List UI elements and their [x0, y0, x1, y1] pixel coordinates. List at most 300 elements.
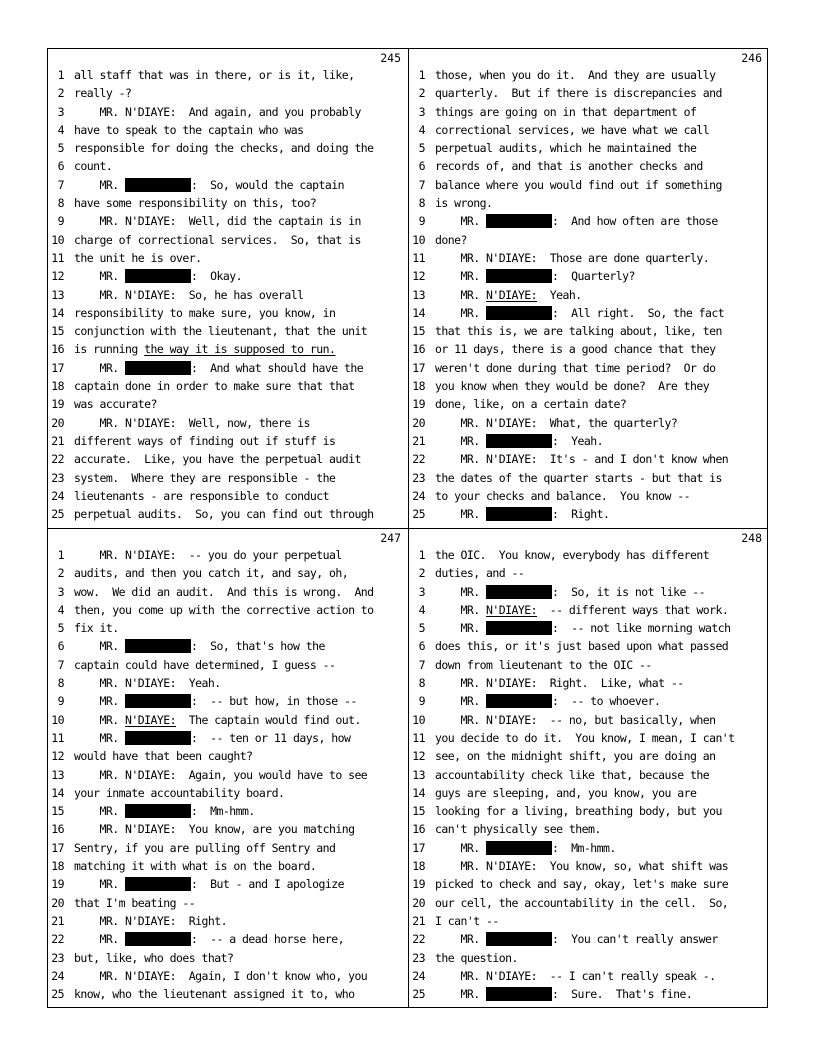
line-number: 7	[57, 177, 64, 192]
line-segment: down from lieutenant to the OIC --	[435, 657, 652, 672]
line-segment: : Quarterly?	[552, 269, 635, 284]
line-number: 19	[412, 877, 425, 892]
line-text	[435, 949, 518, 967]
line-number: 22	[51, 452, 64, 467]
redaction-box	[125, 932, 191, 946]
transcript-line	[410, 784, 768, 802]
redaction-box	[125, 269, 191, 283]
transcript-line	[49, 487, 407, 505]
transcript-line	[410, 747, 768, 765]
transcript-page-248	[410, 530, 768, 1008]
redaction-box	[125, 639, 191, 653]
line-number: 19	[412, 397, 425, 412]
line-segment: does this, or it's just based upon what passed	[435, 639, 729, 654]
line-number: 9	[418, 214, 425, 229]
transcript-line	[49, 505, 407, 523]
transcript-line	[49, 121, 407, 139]
redaction-box	[125, 731, 191, 745]
line-segment: MR. N'DIAYE: Again, I don't know who, you	[74, 968, 368, 983]
line-number: 5	[418, 621, 425, 636]
line-text	[74, 249, 201, 267]
line-number: 10	[51, 712, 64, 727]
line-segment: MR. N'DIAYE: What, the quarterly?	[435, 415, 678, 430]
line-segment: looking for a living, breathing body, but you	[435, 804, 722, 819]
line-number: 25	[412, 987, 425, 1002]
line-number: 1	[57, 548, 64, 562]
transcript-line	[410, 505, 768, 523]
line-segment: : You can't really answer	[552, 932, 718, 947]
line-number: 22	[51, 932, 64, 947]
line-segment: MR.	[435, 269, 486, 284]
transcript-line	[410, 912, 768, 930]
redaction-box	[486, 306, 552, 320]
line-number: 1	[418, 548, 425, 562]
line-text	[74, 601, 374, 619]
line-text	[435, 564, 524, 582]
transcript-page-245	[49, 50, 407, 528]
line-segment: Sentry, if you are pulling off Sentry and	[74, 840, 336, 855]
transcript-line	[410, 286, 768, 304]
redaction-box	[125, 694, 191, 708]
line-segment: our cell, the accountability in the cell. So,	[435, 895, 729, 910]
line-segment: N'DIAYE:	[486, 287, 537, 302]
line-number: 25	[412, 507, 425, 522]
line-number: 4	[418, 602, 425, 617]
page-number: 245	[380, 51, 401, 65]
line-segment: MR.	[435, 602, 486, 617]
line-segment: system. Where they are responsible - the	[74, 470, 336, 485]
redaction-box	[486, 694, 552, 708]
line-text	[74, 395, 157, 413]
line-text	[74, 359, 363, 377]
redaction-box	[486, 507, 552, 521]
transcript-line	[49, 857, 407, 875]
transcript-line	[410, 985, 768, 1003]
line-segment: can't physically see them.	[435, 822, 601, 837]
line-segment: picked to check and say, okay, let's make sure	[435, 877, 729, 892]
line-text	[74, 912, 227, 930]
line-segment: the unit he is over.	[74, 250, 202, 265]
line-segment: MR. N'DIAYE: Well, did the captain is in	[74, 214, 361, 229]
line-text	[435, 912, 499, 930]
line-number: 23	[412, 950, 425, 965]
line-segment: MR. N'DIAYE: So, he has overall	[74, 287, 304, 302]
transcript-line	[49, 139, 407, 157]
row-divider	[48, 528, 767, 529]
line-number: 6	[57, 159, 64, 174]
line-text	[74, 212, 361, 230]
line-text	[435, 656, 652, 674]
line-text	[435, 249, 709, 267]
line-text	[435, 601, 728, 619]
transcript-line	[49, 619, 407, 637]
transcript-line	[49, 875, 407, 893]
line-text	[435, 340, 715, 358]
line-text	[74, 692, 357, 710]
line-text	[435, 395, 626, 413]
line-number: 24	[51, 488, 64, 503]
line-number: 23	[412, 470, 425, 485]
line-text	[435, 450, 728, 468]
transcript-line	[410, 157, 768, 175]
line-number: 15	[412, 804, 425, 819]
line-number: 9	[57, 694, 64, 709]
line-segment: correctional services, we have what we call	[435, 122, 710, 137]
line-number: 6	[418, 159, 425, 174]
line-text	[74, 414, 310, 432]
transcript-line	[410, 66, 768, 84]
line-number: 9	[418, 694, 425, 709]
line-segment: your inmate accountability board.	[74, 785, 285, 800]
line-text	[435, 103, 696, 121]
line-text	[435, 692, 660, 710]
transcript-line	[49, 66, 407, 84]
line-number: 16	[51, 342, 64, 357]
transcript-line	[49, 967, 407, 985]
line-number: 7	[418, 657, 425, 672]
redaction-box	[486, 269, 552, 283]
line-segment: MR.	[74, 360, 125, 375]
line-text	[74, 949, 233, 967]
line-text	[74, 139, 374, 157]
line-segment: MR.	[74, 177, 125, 192]
transcript-line	[49, 414, 407, 432]
line-number: 21	[412, 433, 425, 448]
line-number: 13	[51, 287, 64, 302]
line-text	[74, 194, 316, 212]
line-number: 13	[412, 767, 425, 782]
redaction-box	[486, 214, 552, 228]
line-segment: : All right. So, the fact	[552, 305, 725, 320]
line-segment: : Yeah.	[552, 433, 603, 448]
line-number: 9	[57, 214, 64, 229]
line-number: 6	[418, 639, 425, 654]
transcript-line	[410, 711, 768, 729]
line-segment: records of, and that is another checks and	[435, 159, 703, 174]
transcript-line	[410, 359, 768, 377]
line-segment: MR. N'DIAYE: Right.	[74, 913, 227, 928]
page-number: 246	[741, 51, 762, 65]
line-text	[74, 802, 255, 820]
line-segment: : So, that's how the	[191, 639, 325, 654]
redaction-box	[486, 585, 552, 599]
line-segment: : -- ten or 11 days, how	[191, 730, 351, 745]
transcript-line	[49, 601, 407, 619]
line-text	[74, 157, 112, 175]
line-segment: matching it with what is on the board.	[74, 859, 317, 874]
line-text	[435, 711, 715, 729]
transcript-line	[49, 802, 407, 820]
line-segment: MR.	[74, 804, 125, 819]
line-number: 21	[51, 913, 64, 928]
line-text	[74, 304, 335, 322]
redaction-box	[125, 178, 191, 192]
line-number: 25	[51, 987, 64, 1002]
line-text	[435, 212, 718, 230]
line-list	[49, 546, 407, 1003]
line-number: 10	[51, 232, 64, 247]
line-segment: : Mm-hmm.	[191, 804, 255, 819]
transcript-line	[410, 674, 768, 692]
line-segment: : -- but how, in those --	[191, 694, 357, 709]
redaction-box	[486, 841, 552, 855]
transcript-line	[410, 249, 768, 267]
line-text	[74, 469, 335, 487]
line-segment: MR.	[74, 932, 125, 947]
transcript-line	[410, 894, 768, 912]
transcript-line	[49, 564, 407, 582]
transcript-line	[410, 656, 768, 674]
line-segment: done, like, on a certain date?	[435, 397, 627, 412]
line-segment: N'DIAYE:	[125, 712, 176, 727]
line-text	[74, 546, 342, 564]
line-number: 11	[412, 730, 425, 745]
line-text	[74, 103, 361, 121]
transcript-line	[410, 322, 768, 340]
line-segment: then, you come up with the corrective action to	[74, 602, 374, 617]
line-text	[435, 231, 467, 249]
line-number: 2	[57, 86, 64, 101]
transcript-line	[410, 139, 768, 157]
line-text	[435, 359, 715, 377]
line-text	[435, 176, 722, 194]
line-segment: : And what should have the	[191, 360, 364, 375]
line-segment: you decide to do it. You know, I mean, I can't	[435, 730, 735, 745]
transcript-line	[410, 949, 768, 967]
transcript-page-246	[410, 50, 768, 528]
line-segment: guys are sleeping, and, you know, you are	[435, 785, 697, 800]
transcript-line	[49, 839, 407, 857]
line-segment: have to speak to the captain who was	[74, 122, 304, 137]
line-text	[74, 340, 335, 358]
line-number: 20	[51, 895, 64, 910]
line-segment: -- different ways that work.	[537, 602, 729, 617]
line-segment: MR. N'DIAYE: You know, are you matching	[74, 822, 355, 837]
line-segment: the OIC. You know, everybody has different	[435, 548, 710, 562]
line-list	[410, 546, 768, 1003]
line-text	[74, 619, 119, 637]
line-number: 24	[51, 968, 64, 983]
line-number: 12	[51, 269, 64, 284]
line-segment: MR. N'DIAYE: You know, so, what shift was	[435, 859, 729, 874]
transcript-line	[49, 176, 407, 194]
line-text	[435, 546, 709, 564]
transcript-line	[49, 267, 407, 285]
line-number: 14	[412, 785, 425, 800]
transcript-line	[49, 322, 407, 340]
line-text	[435, 637, 728, 655]
redaction-box	[125, 361, 191, 375]
line-text	[74, 564, 348, 582]
transcript-line	[410, 103, 768, 121]
line-segment: balance where you would find out if something	[435, 177, 722, 192]
line-segment: MR.	[435, 840, 486, 855]
line-number: 8	[57, 676, 64, 691]
line-text	[435, 267, 635, 285]
line-segment: but, like, who does that?	[74, 950, 234, 965]
line-number: 21	[412, 913, 425, 928]
line-text	[435, 583, 705, 601]
transcript-line	[49, 194, 407, 212]
transcript-line	[49, 656, 407, 674]
line-text	[74, 930, 344, 948]
line-segment: I can't --	[435, 913, 499, 928]
transcript-line	[410, 487, 768, 505]
transcript-line	[49, 692, 407, 710]
line-segment: MR.	[435, 584, 486, 599]
line-number: 22	[412, 452, 425, 467]
transcript-line	[410, 395, 768, 413]
line-segment: perpetual audits, which he maintained the	[435, 141, 697, 156]
line-segment: you know when they would be done? Are they	[435, 379, 710, 394]
line-segment: count.	[74, 159, 113, 174]
line-number: 17	[412, 360, 425, 375]
line-number: 14	[412, 305, 425, 320]
transcript-line	[410, 692, 768, 710]
line-text	[435, 121, 709, 139]
line-text	[74, 450, 361, 468]
line-text	[74, 875, 344, 893]
line-number: 24	[412, 968, 425, 983]
line-number: 4	[418, 122, 425, 137]
line-segment: MR. N'DIAYE: -- no, but basically, when	[435, 712, 716, 727]
line-segment: really -?	[74, 86, 132, 101]
line-segment: the dates of the quarter starts - but that is	[435, 470, 722, 485]
line-number: 8	[418, 196, 425, 211]
line-segment: MR. N'DIAYE: Again, you would have to see	[74, 767, 368, 782]
line-text	[435, 286, 582, 304]
line-number: 3	[57, 584, 64, 599]
line-segment: MR.	[435, 621, 486, 636]
line-text	[74, 432, 335, 450]
line-segment: MR.	[74, 269, 125, 284]
line-segment: perpetual audits. So, you can find out through	[74, 507, 374, 522]
line-segment: to your checks and balance. You know --	[435, 488, 690, 503]
transcript-line	[410, 432, 768, 450]
line-text	[435, 802, 722, 820]
line-segment: duties, and --	[435, 566, 525, 581]
redaction-box	[486, 987, 552, 1001]
line-text	[435, 747, 715, 765]
line-number: 4	[57, 122, 64, 137]
redaction-box	[486, 434, 552, 448]
line-text	[74, 729, 350, 747]
line-text	[435, 930, 718, 948]
redaction-box	[486, 621, 552, 635]
line-segment: : So, would the captain	[191, 177, 344, 192]
line-number: 11	[412, 250, 425, 265]
line-text	[435, 967, 715, 985]
line-segment: accountability check like that, because the	[435, 767, 710, 782]
line-text	[435, 875, 728, 893]
line-number: 10	[412, 712, 425, 727]
line-text	[435, 619, 730, 637]
line-text	[74, 583, 374, 601]
line-segment: : -- not like morning watch	[552, 621, 731, 636]
line-text	[435, 66, 715, 84]
line-segment: Yeah.	[537, 287, 582, 302]
line-text	[435, 469, 722, 487]
line-number: 20	[412, 415, 425, 430]
transcript-line	[410, 766, 768, 784]
line-number: 23	[51, 470, 64, 485]
line-segment: : And how often are those	[552, 214, 718, 229]
transcript-line	[410, 619, 768, 637]
transcript-line	[49, 395, 407, 413]
transcript-line	[410, 231, 768, 249]
line-segment: things are going on in that department of	[435, 104, 697, 119]
line-text	[74, 985, 354, 1003]
line-number: 10	[412, 232, 425, 247]
line-number: 16	[51, 822, 64, 837]
line-segment: know, who the lieutenant assigned it to, who	[74, 987, 355, 1002]
line-number: 18	[51, 379, 64, 394]
transcript-line	[410, 930, 768, 948]
line-number: 13	[412, 287, 425, 302]
line-number: 17	[51, 840, 64, 855]
line-number: 21	[51, 433, 64, 448]
line-number: 2	[418, 566, 425, 581]
line-number: 12	[51, 749, 64, 764]
line-segment: MR. N'DIAYE: Well, now, there is	[74, 415, 310, 430]
line-segment: was accurate?	[74, 397, 157, 412]
transcript-line	[49, 340, 407, 358]
transcript-line	[49, 286, 407, 304]
line-number: 23	[51, 950, 64, 965]
line-number: 15	[51, 804, 64, 819]
line-list	[49, 66, 407, 523]
line-number: 18	[412, 379, 425, 394]
line-segment: lieutenants - are responsible to conduct	[74, 488, 329, 503]
line-text	[74, 505, 374, 523]
line-number: 16	[412, 822, 425, 837]
line-segment: is running	[74, 342, 145, 357]
transcript-line	[49, 711, 407, 729]
transcript-line	[410, 802, 768, 820]
line-segment: conjunction with the lieutenant, that the unit	[74, 324, 368, 339]
line-text	[74, 839, 335, 857]
transcript-line	[49, 304, 407, 322]
line-segment: : So, it is not like --	[552, 584, 705, 599]
line-text	[435, 766, 709, 784]
line-text	[74, 674, 221, 692]
transcript-line	[49, 84, 407, 102]
line-segment: MR. N'DIAYE: It's - and I don't know when	[435, 452, 729, 467]
line-segment: : Okay.	[191, 269, 242, 284]
line-segment: different ways of finding out if stuff is	[74, 433, 336, 448]
line-segment: MR.	[435, 507, 486, 522]
transcript-line	[49, 450, 407, 468]
line-number: 14	[51, 785, 64, 800]
line-segment: : Right.	[552, 507, 610, 522]
line-segment: MR. N'DIAYE: Right. Like, what --	[435, 676, 684, 691]
line-number: 15	[412, 324, 425, 339]
transcript-line	[49, 231, 407, 249]
line-number: 25	[51, 507, 64, 522]
transcript-line	[410, 583, 768, 601]
line-text	[74, 176, 344, 194]
redaction-box	[125, 877, 191, 891]
transcript-line	[410, 839, 768, 857]
line-text	[435, 674, 684, 692]
line-segment: MR.	[74, 712, 125, 727]
line-segment: MR.	[74, 730, 125, 745]
line-segment: responsibility to make sure, you know, in	[74, 305, 336, 320]
line-segment: quarterly. But if there is discrepancies and	[435, 86, 722, 101]
line-segment: that this is, we are talking about, like, ten	[435, 324, 722, 339]
line-segment: The captain would find out.	[176, 712, 361, 727]
line-text	[74, 711, 361, 729]
